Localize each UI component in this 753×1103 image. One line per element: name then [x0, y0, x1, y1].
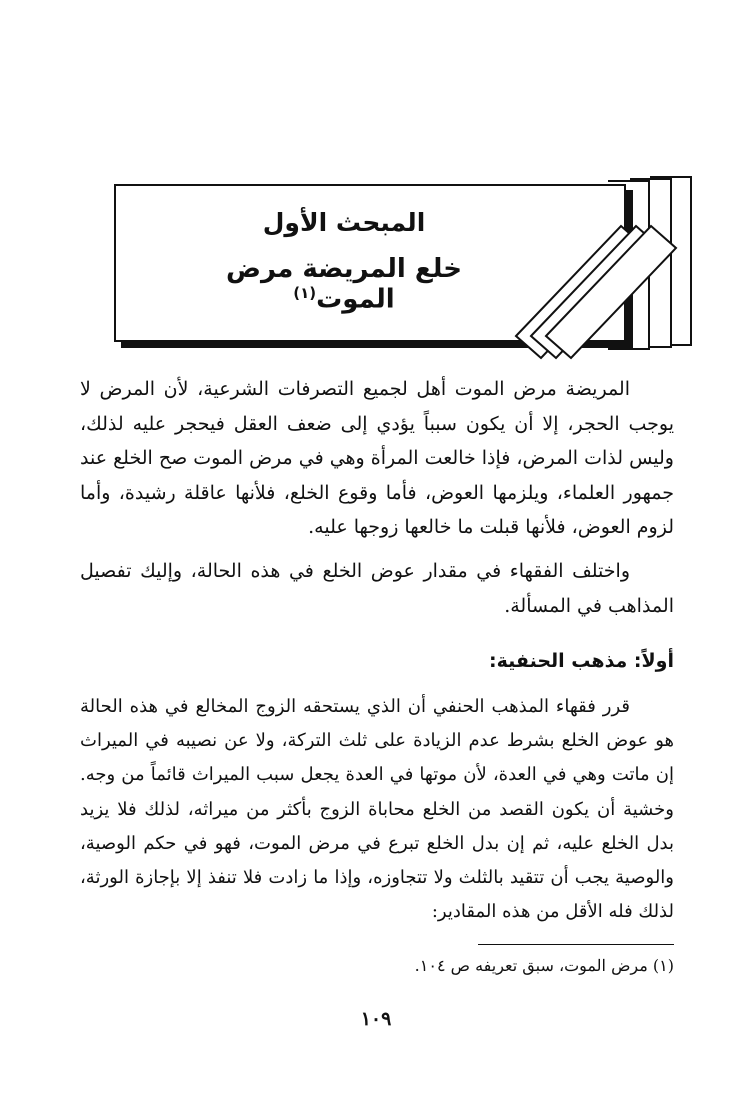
- footnote-divider: [478, 944, 674, 945]
- subsection-heading: أولاً: مذهب الحنفية:: [489, 650, 674, 672]
- paragraph: واختلف الفقهاء في مقدار عوض الخلع في هذه الحالة، وإليك تفصيل المذاهب في المسألة.: [80, 560, 674, 617]
- section-title-box: [114, 184, 626, 342]
- paragraph: قرر فقهاء المذهب الحنفي أن الذي يستحقه الزوج المخالع في هذه الحالة هو عوض الخلع بشرط عدم الزيادة على ثلث التركة، ولا عن نصيبه في الميراث إن ماتت وهي في العدة، لأن موتها في العدة يجعل سبب الميراث قائماً من وجه. وخشية أن يكون القصد من الخلع محاباة الزوج بأكثر من ميراثه، لذلك فلا يزيد بدل الخلع عليه، ثم إن بدل الخلع تبرع في مرض الموت، فهو في حكم الوصية، والوصية يجب أن تتقيد بالثلث ولا تتجاوزه، وإذا ما زادت فلا تنفذ إلا بإجازة الورثة، لذلك فله الأقل من هذه المقادير:: [80, 696, 674, 923]
- footnote: (١) مرض الموت، سبق تعريفه ص ١٠٤.: [414, 956, 674, 975]
- page-number: ١٠٩: [360, 1008, 392, 1030]
- paragraph: المريضة مرض الموت أهل لجميع التصرفات الشرعية، لأن المرض لا يوجب الحجر، إلا أن يكون سبباً يؤدي إلى ضعف العقل فيحجر عليه لذلك، وليس لذات المرض، فإذا خالعت المرأة وهي في مرض الموت صح الخلع عند جمهور العلماء، ويلزمها العوض، فأما وقوع الخلع، فلأنها عاقلة رشيدة، وأما لزوم العوض، فلأنها قبلت ما خالعها زوجها عليه.: [79, 378, 674, 538]
- subtitle-text: خلع المريضة مرض الموت: [226, 254, 462, 315]
- section-title-frame: [110, 176, 670, 358]
- section-subtitle: [174, 254, 514, 315]
- footnote-marker: (١): [293, 284, 317, 302]
- section-title: المبحث الأول: [262, 208, 426, 237]
